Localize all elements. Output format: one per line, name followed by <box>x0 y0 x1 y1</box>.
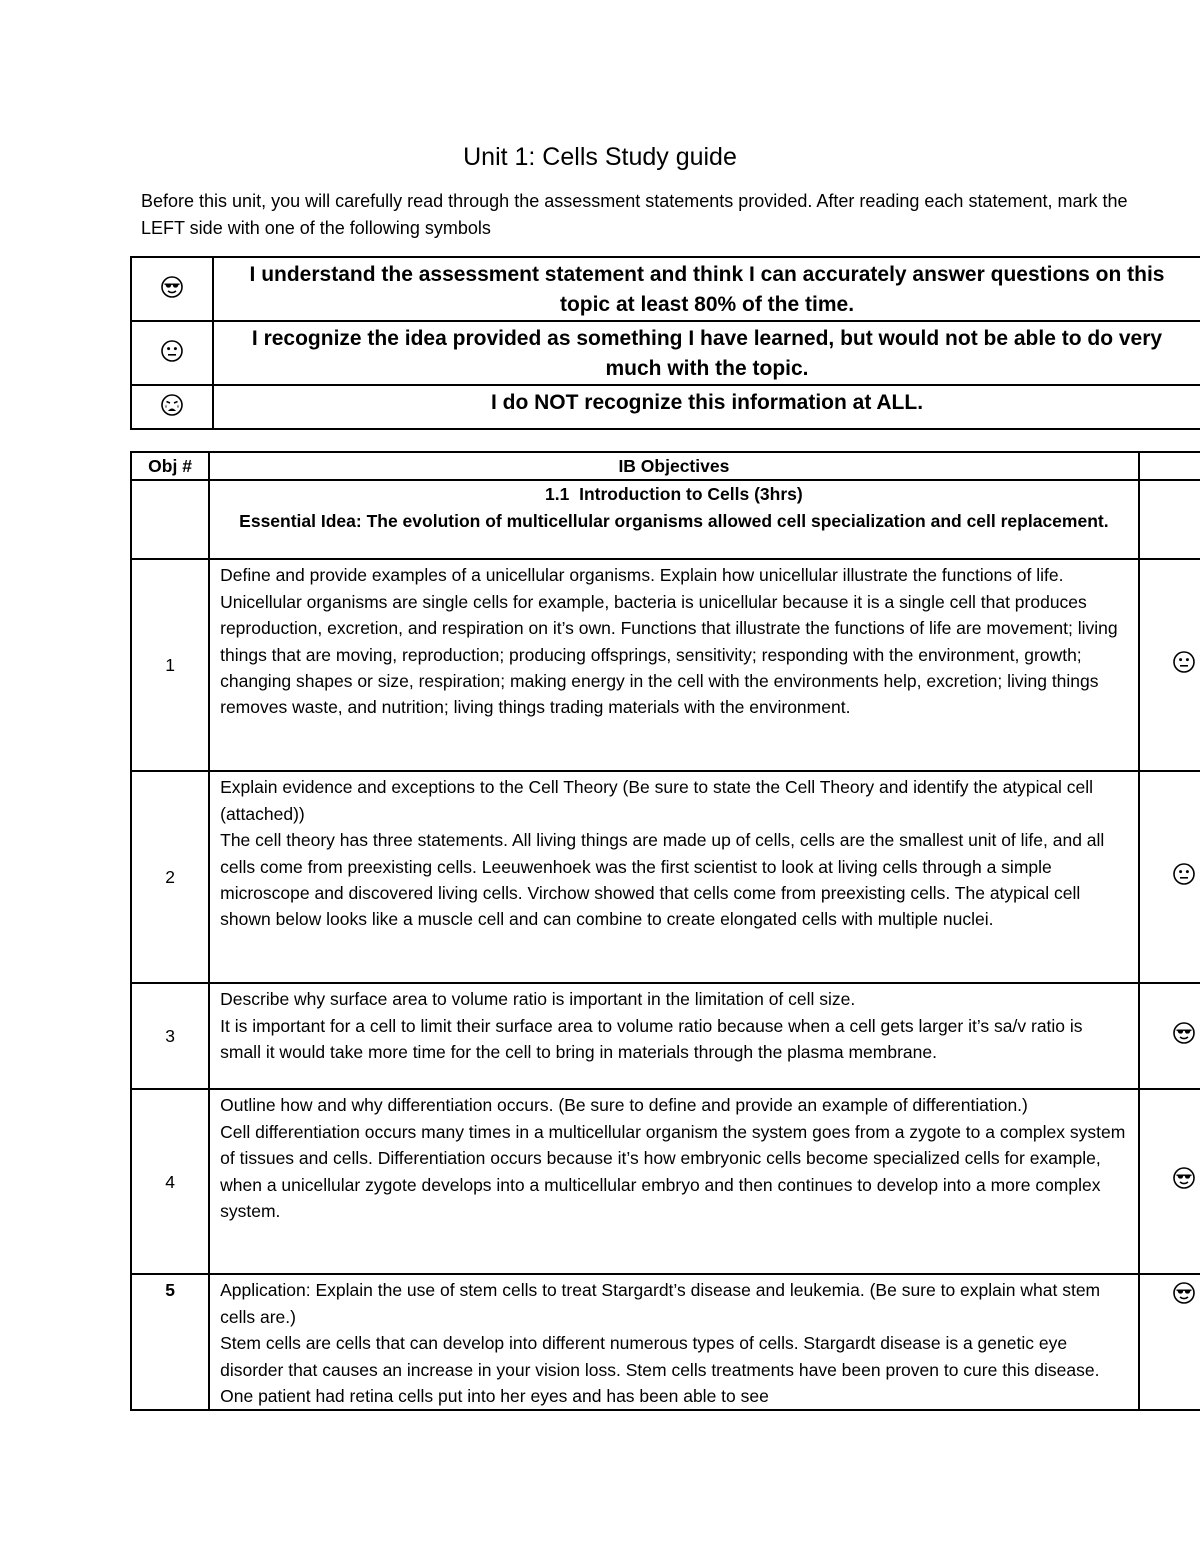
objective-answer: It is important for a cell to limit their surface area to volume ratio because when a cell gets larger it’s sa/v ratio is small it would take more time for the cell to bring in materials through the plasma membrane. <box>220 1015 1083 1063</box>
neutral-face-icon <box>160 339 184 363</box>
intro-paragraph: Before this unit, you will carefully read through the assessment statements provided. After reading each statement, mark the LEFT side with one of the following symbols <box>141 191 1128 238</box>
header-ib-objectives: IB Objectives <box>209 452 1139 480</box>
legend-row <box>131 321 1200 385</box>
table-row <box>131 559 1200 771</box>
crying-face-icon <box>160 393 184 417</box>
objective-prompt: Outline how and why differentiation occurs. (Be sure to define and provide an example of differentiation.) <box>220 1095 1028 1116</box>
legend-text: I do NOT recognize this information at ALL. <box>213 385 1200 429</box>
cool-sunglasses-face-icon <box>1172 1021 1196 1045</box>
cool-sunglasses-face-icon <box>1172 1281 1196 1305</box>
objective-number: 2 <box>131 771 209 983</box>
neutral-face-icon <box>1172 862 1196 886</box>
table-row <box>131 983 1200 1089</box>
header-mark <box>1139 452 1200 480</box>
objective-answer: Unicellular organisms are single cells for example, bacteria is unicellular because it is a single cell that produces reproduction, excretion, and respiration on it’s own. Functions that illustrate the functions of life are movement; living things that are moving, reproduction; producing offsprings, sensitivity; responding with the environment, growth; changing shapes or size, respiration; making energy in the cell with the environments help, excretion; living things removes waste, and nutrition; living things trading materials with the environment. <box>220 591 1118 718</box>
cool-sunglasses-face-icon <box>160 275 184 299</box>
objective-answer: The cell theory has three statements. All living things are made up of cells, cells are the smallest unit of life, and all cells come from preexisting cells. Leeuwenhoek was the first scientist to look at living cells through a simple microscope and discovered living cells. Virchow showed that cells come from preexisting cells. The atypical cell shown below looks like a muscle cell and can combine to create elongated cells with multiple nuclei. <box>220 830 1105 930</box>
legend-text: I understand the assessment statement and think I can accurately answer questions on this topic at least 80% of the time. <box>213 257 1200 321</box>
table-row <box>131 771 1200 983</box>
objective-prompt: Application: Explain the use of stem cells to treat Stargardt’s disease and leukemia. (Be sure to explain what stem cells are.) <box>220 1280 1101 1327</box>
symbol-legend-table <box>130 256 1200 430</box>
objective-prompt: Explain evidence and exceptions to the Cell Theory (Be sure to state the Cell Theory and identify the atypical cell (attached)) <box>220 777 1094 824</box>
objective-answer: Stem cells are cells that can develop into different numerous types of cells. Stargardt disease is a genetic eye disorder that causes an increase in your vision loss. Stem cells treatments have been proven to cure this disease. One patient had retina cells put into her eyes and has been able to see <box>220 1333 1100 1407</box>
objective-prompt: Define and provide examples of a unicellular organisms. Explain how unicellular illustrate the functions of life. <box>220 565 1064 586</box>
section-row <box>131 480 1200 559</box>
objective-number: 4 <box>131 1089 209 1274</box>
objectives-table <box>130 451 1200 1411</box>
objective-number: 3 <box>131 983 209 1089</box>
page-title: Unit 1: Cells Study guide <box>463 143 737 171</box>
table-row <box>131 1089 1200 1274</box>
cool-sunglasses-face-icon <box>1172 1166 1196 1190</box>
objective-number: 1 <box>131 559 209 771</box>
neutral-face-icon <box>1172 650 1196 674</box>
essential-idea: Essential Idea: The evolution of multicellular organisms allowed cell specialization and cell replacement. <box>239 510 1109 531</box>
objective-answer: Cell differentiation occurs many times in a multicellular organism the system goes from a zygote to a complex system of tissues and cells. Differentiation occurs because it’s how embryonic cells become specialized cells for example, when a unicellular zygote develops into a multicellular embryo and then continues to develop into a more complex system. <box>220 1121 1126 1222</box>
legend-row <box>131 385 1200 429</box>
objective-prompt: Describe why surface area to volume ratio is important in the limitation of cell size. <box>220 989 856 1010</box>
objective-number: 5 <box>131 1274 209 1410</box>
legend-row <box>131 257 1200 321</box>
section-title: 1.1 Introduction to Cells (3hrs) <box>545 484 803 505</box>
table-row <box>131 1274 1200 1410</box>
table-header-row <box>131 452 1200 480</box>
header-obj-number: Obj # <box>131 452 209 480</box>
legend-text: I recognize the idea provided as something I have learned, but would not be able to do very much with the topic. <box>213 321 1200 385</box>
